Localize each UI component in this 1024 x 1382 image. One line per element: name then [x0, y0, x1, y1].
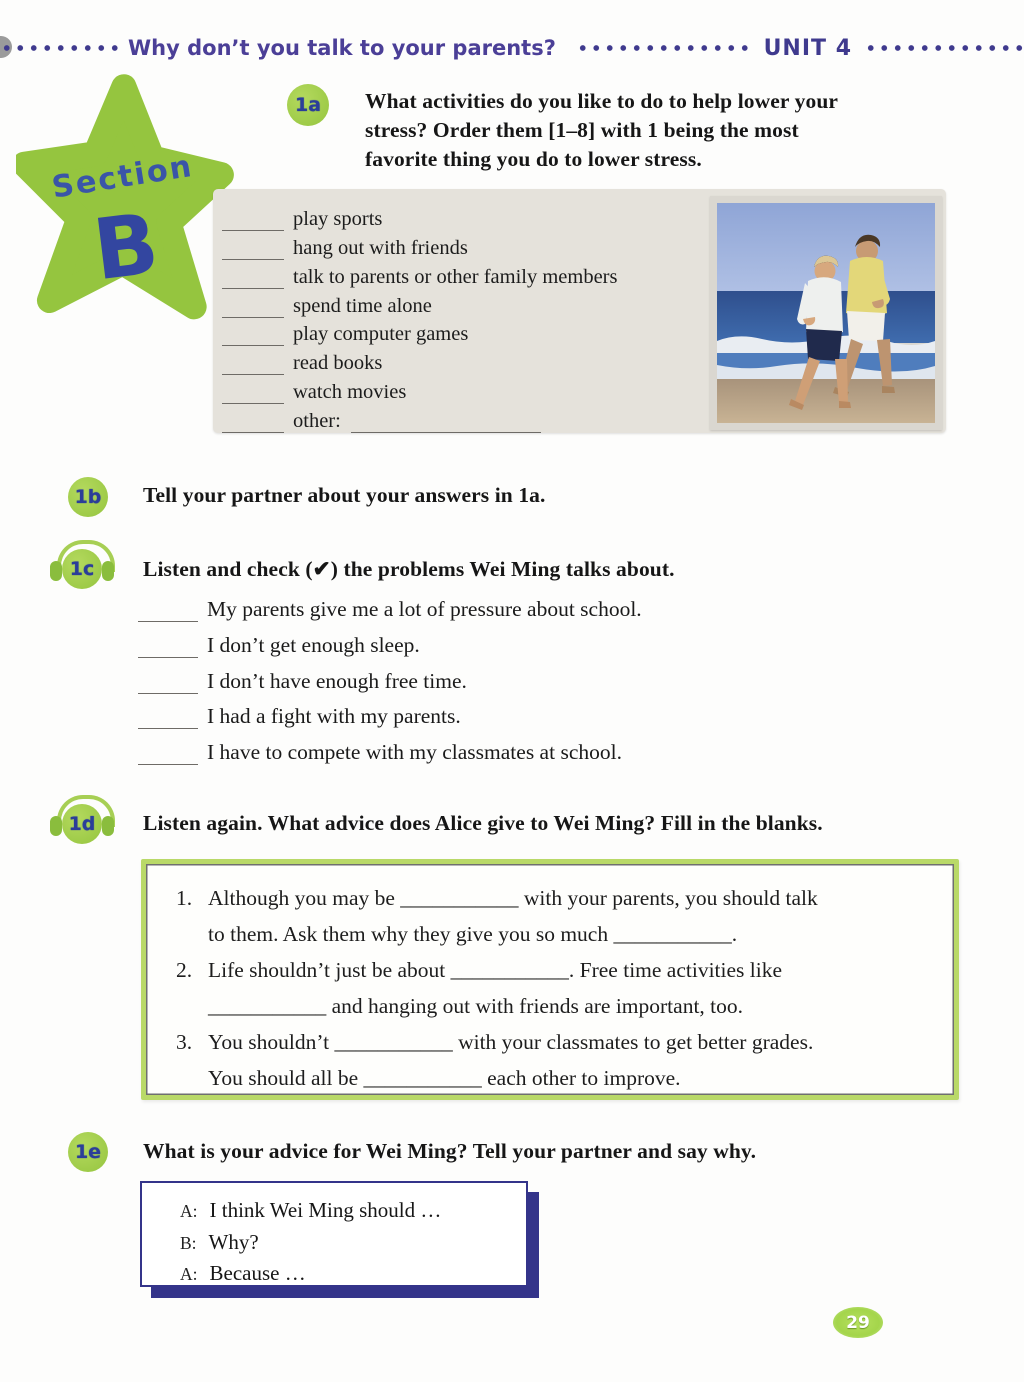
task-1e-badge [68, 1132, 108, 1172]
activity-row [222, 346, 618, 375]
problem-row [138, 740, 622, 765]
activity-label: play sports [293, 207, 383, 230]
task-1c-badge [62, 549, 102, 589]
task-1d-badge-label: 1d [68, 813, 96, 835]
fill-item [176, 952, 934, 1024]
item-text: Although you may be ___________ with your parents, you should talk to them. Ask them why they give you so much ___________. [208, 886, 818, 946]
page-number: 29 [846, 1312, 870, 1333]
answer-blank [222, 385, 284, 404]
answer-blank [222, 414, 284, 433]
answer-blank [222, 212, 284, 231]
dialogue-line [180, 1228, 526, 1260]
task-1e-badge-label: 1e [74, 1141, 102, 1163]
activity-label: spend time alone [293, 294, 432, 317]
dialogue-example-box [140, 1181, 528, 1287]
star-icon [16, 70, 236, 337]
speaker-label: A: [180, 1201, 198, 1221]
task-1b-instruction: Tell your partner about your answers in 1a. [143, 483, 546, 507]
problem-label: I had a fight with my parents. [207, 704, 461, 728]
task-1e-instruction: What is your advice for Wei Ming? Tell your partner and say why. [143, 1139, 757, 1163]
headphone-ear-icon [50, 816, 62, 836]
answer-blank [222, 299, 284, 318]
problem-label: I don’t get enough sleep. [207, 633, 420, 657]
activity-row [222, 318, 618, 347]
activity-label: other: [293, 410, 341, 433]
activity-row [222, 202, 618, 231]
fill-item [176, 1024, 934, 1096]
speaker-label: A: [180, 1264, 198, 1284]
task-1d-badge [62, 804, 102, 844]
task-1a-badge [287, 84, 329, 126]
activity-row-other [222, 404, 618, 433]
item-number: 1. [176, 886, 193, 910]
problem-label: My parents give me a lot of pressure about school. [207, 597, 642, 621]
problem-row [138, 597, 642, 622]
activity-label: play computer games [293, 323, 469, 346]
check-blank [138, 746, 198, 765]
unit-label: UNIT 4 [763, 35, 852, 61]
section-word: Section [49, 148, 196, 206]
activity-row [222, 231, 618, 260]
activity-label: watch movies [293, 381, 407, 404]
item-text: Life shouldn’t just be about ___________. Free time activities like ___________ and hanging out with friends are important, too. [208, 958, 783, 1018]
fill-in-blanks-box [141, 859, 959, 1100]
dialogue-text: I think Wei Ming should … [209, 1198, 442, 1222]
check-blank [138, 710, 198, 729]
problem-label: I have to compete with my classmates at school. [207, 740, 622, 764]
fill-item [176, 880, 934, 952]
section-star-badge [16, 70, 236, 338]
task-1b-badge-label: 1b [74, 486, 102, 508]
page-number-badge [833, 1307, 883, 1338]
activity-row [222, 260, 618, 289]
task-1c-badge-label: 1c [69, 558, 95, 580]
answer-blank [222, 241, 284, 260]
headphone-ear-icon [50, 561, 62, 581]
check-blank [138, 603, 198, 622]
task-1a-instruction: What activities do you like to do to help lower your stress? Order them [1–8] with 1 being the most favorite thing you do to lower stress. [365, 89, 839, 171]
unit-question-title: Why don’t you talk to your parents? [128, 36, 556, 60]
dialogue-line [180, 1196, 526, 1228]
answer-blank [222, 356, 284, 375]
check-blank [138, 675, 198, 694]
problem-row [138, 669, 467, 694]
answer-blank [222, 327, 284, 346]
activity-list [222, 202, 618, 433]
activity-label: hang out with friends [293, 236, 468, 259]
problem-row [138, 704, 461, 729]
section-letter: B [88, 194, 164, 300]
headphone-ear-icon [102, 816, 114, 836]
dotted-leader [576, 42, 754, 54]
dialogue-line [180, 1259, 526, 1291]
beach-photo [710, 196, 942, 430]
item-text: You shouldn’t ___________ with your classmates to get better grades. You should all be ___________ each other to improve. [208, 1030, 814, 1090]
task-1c-instruction: Listen and check (✔) the problems Wei Ming talks about. [143, 557, 675, 581]
task-1b-badge [68, 477, 108, 517]
dotted-leader [0, 42, 122, 54]
task-1a-badge-label: 1a [294, 94, 322, 116]
check-blank [138, 639, 198, 658]
task-1d-instruction: Listen again. What advice does Alice give to Wei Ming? Fill in the blanks. [143, 811, 823, 835]
problem-label: I don’t have enough free time. [207, 669, 467, 693]
activity-label: read books [293, 352, 383, 375]
item-number: 2. [176, 958, 193, 982]
page-header [0, 34, 1024, 62]
other-write-blank [351, 414, 541, 433]
dialogue-text: Why? [208, 1229, 259, 1254]
item-number: 3. [176, 1030, 193, 1054]
headphone-ear-icon [102, 561, 114, 581]
problem-row [138, 633, 420, 658]
dialogue-text: Because … [209, 1261, 306, 1285]
answer-blank [222, 270, 284, 289]
dotted-leader [864, 42, 1024, 54]
activity-label: talk to parents or other family members [293, 265, 618, 288]
beach-photo-illustration [717, 203, 935, 423]
activity-row [222, 289, 618, 318]
speaker-label: B: [180, 1232, 197, 1253]
activity-row [222, 375, 618, 404]
